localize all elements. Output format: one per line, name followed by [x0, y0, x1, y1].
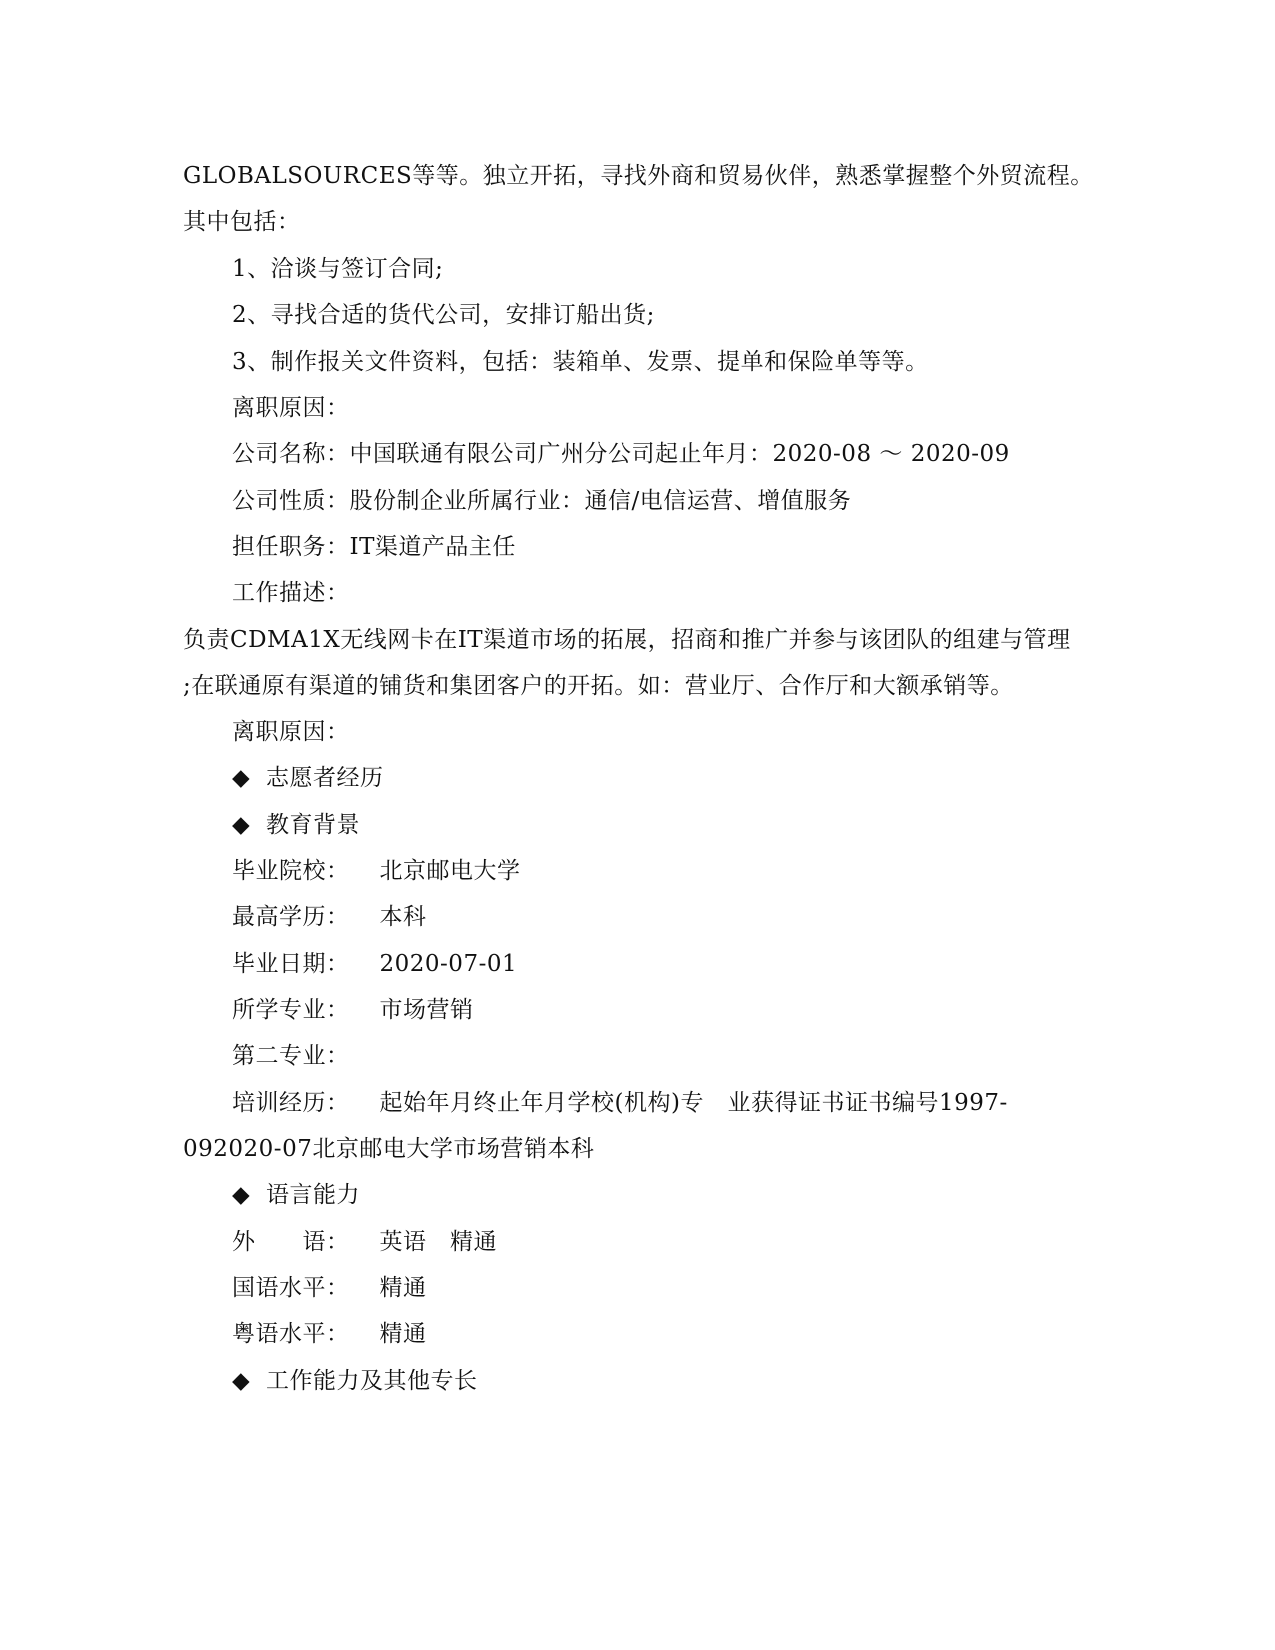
list-item: 2、寻找合适的货代公司，安排订船出货;	[232, 302, 655, 328]
education-school-row	[232, 856, 521, 886]
education-degree-row	[232, 902, 427, 932]
field-label: 粤语水平：	[232, 1321, 350, 1347]
field-label: 国语水平：	[232, 1275, 350, 1301]
diamond-bullet-icon: ◆	[232, 812, 251, 838]
field-value: 精通	[379, 1321, 427, 1347]
job-description-line: 负责CDMA1X无线网卡在IT渠道市场的拓展，招商和推广并参与该团队的组建与管理	[183, 627, 1071, 653]
text-line: 离职原因：	[232, 395, 350, 421]
diamond-bullet-icon: ◆	[232, 765, 251, 791]
section-heading-skills	[232, 1366, 478, 1396]
list-item: 1、洽谈与签订合同;	[232, 256, 444, 282]
section-heading-label: 志愿者经历	[266, 765, 384, 791]
text-line: 工作描述：	[232, 580, 350, 606]
language-cantonese-row	[232, 1319, 427, 1349]
job-description-line: ;在联通原有渠道的铺货和集团客户的开拓。如：营业厅、合作厅和大额承销等。	[183, 673, 1014, 699]
education-major-row	[232, 995, 474, 1025]
diamond-bullet-icon: ◆	[232, 1368, 251, 1394]
company-type-line: 公司性质：股份制企业所属行业：通信/电信运营、增值服务	[232, 488, 852, 514]
education-training-row	[232, 1088, 1008, 1118]
field-label: 毕业日期：	[232, 951, 350, 977]
section-heading-label: 语言能力	[266, 1182, 360, 1208]
field-label: 培训经历：	[232, 1090, 350, 1116]
field-value: 英语 精通	[379, 1229, 497, 1255]
text-line: 离职原因：	[232, 719, 350, 745]
section-heading-language	[232, 1180, 360, 1210]
list-item: 3、制作报关文件资料，包括：装箱单、发票、提单和保险单等等。	[232, 349, 929, 375]
field-label: 毕业院校：	[232, 858, 350, 884]
education-graduation-row	[232, 949, 517, 979]
field-label: 外 语：	[232, 1229, 350, 1255]
diamond-bullet-icon: ◆	[232, 1182, 251, 1208]
language-foreign-row	[232, 1227, 497, 1257]
field-value: 2020-07-01	[379, 951, 518, 977]
language-mandarin-row	[232, 1273, 427, 1303]
section-heading-label: 工作能力及其他专长	[266, 1368, 478, 1394]
section-heading-label: 教育背景	[266, 812, 360, 838]
section-heading-education	[232, 810, 360, 840]
field-label: 所学专业：	[232, 997, 350, 1023]
company-name-line: 公司名称：中国联通有限公司广州分公司起止年月：2020-08 ～ 2020-09	[232, 441, 1010, 467]
text-line: 其中包括：	[183, 209, 301, 235]
field-label: 第二专业：	[232, 1043, 350, 1069]
education-second-major-row	[232, 1041, 350, 1071]
field-value: 市场营销	[379, 997, 474, 1023]
field-value: 本科	[379, 904, 427, 930]
field-label: 最高学历：	[232, 904, 350, 930]
field-value: 北京邮电大学	[379, 858, 521, 884]
field-value: 起始年月终止年月学校(机构)专 业获得证书证书编号1997-	[379, 1090, 1008, 1116]
text-line: GLOBALSOURCES等等。独立开拓，寻找外商和贸易伙伴，熟悉掌握整个外贸流程。	[183, 163, 1094, 189]
position-line: 担任职务：IT渠道产品主任	[232, 534, 516, 560]
field-value: 精通	[379, 1275, 427, 1301]
education-training-continued: 092020-07北京邮电大学市场营销本科	[183, 1136, 595, 1162]
section-heading-volunteer	[232, 763, 384, 793]
